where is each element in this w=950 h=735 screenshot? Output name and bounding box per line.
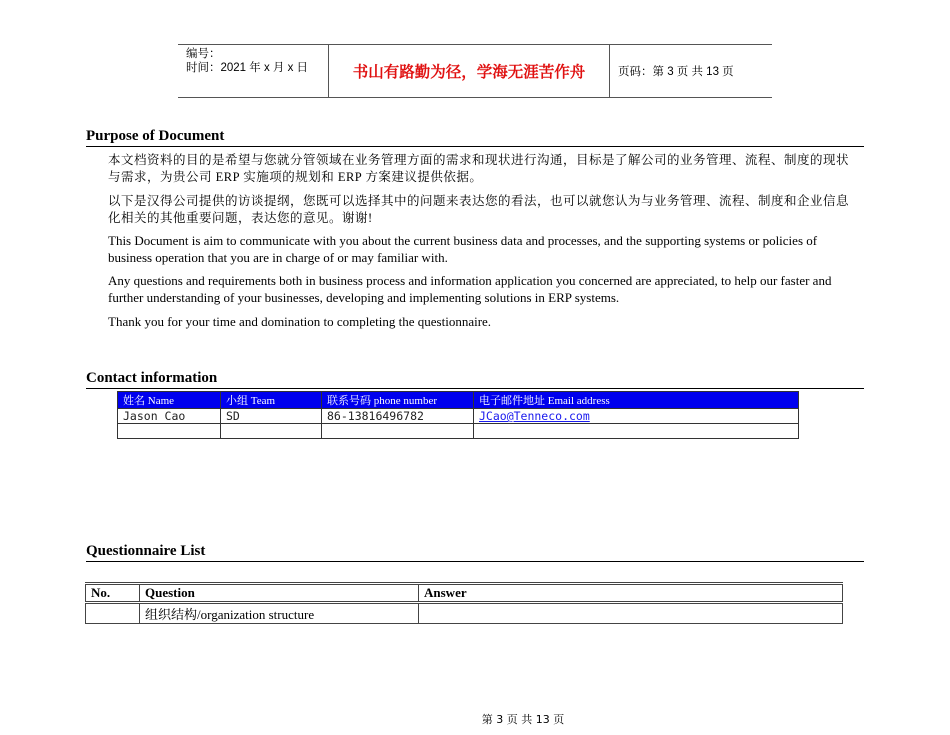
questionnaire-section-title: Questionnaire List xyxy=(86,542,864,562)
question-no-cell xyxy=(86,603,140,624)
questionnaire-header-question: Question xyxy=(140,584,419,603)
document-number-label: 编号： xyxy=(186,48,221,60)
header-meta xyxy=(178,45,329,97)
purpose-paragraph-en-1: This Document is aim to communicate with you about the current business data and processes, and the supporting systems or policies of business operation that you are in charge of or may familiar with. xyxy=(108,233,818,265)
questionnaire-table xyxy=(85,582,843,624)
contact-header-team: 小组 Team xyxy=(221,392,322,409)
header-page-label: 页码：第 3 页 共 13 页 xyxy=(618,66,734,78)
purpose-paragraph-cn-2: 以下是汉得公司提供的访谈提纲，您既可以选择其中的问题来表达您的看法，也可以就您认为与业务管理、流程、制度和企业信息化相关的其他重要问题，表达您的意见。谢谢! xyxy=(108,194,850,225)
purpose-paragraph-en-2: Any questions and requirements both in business process and information application you concerned are appreciated, to help our faster and further understanding of your businesses, developing and implementing solutions in ERP systems. xyxy=(108,273,832,305)
purpose-paragraph-en-3: Thank you for your time and domination to completing the questionnaire. xyxy=(108,314,492,329)
questionnaire-header-row xyxy=(86,584,843,603)
table-row xyxy=(86,603,843,624)
contact-empty-cell xyxy=(474,424,799,439)
contact-header-phone: 联系号码 phone number xyxy=(322,392,474,409)
page-footer: 第 3 页 共 13 页 xyxy=(481,713,565,726)
contact-name-cell: Jason Cao xyxy=(118,409,221,424)
contact-email-link[interactable]: JCao@Tenneco.com xyxy=(479,409,590,423)
contact-table-header-row xyxy=(118,392,799,409)
purpose-section-title: Purpose of Document xyxy=(86,127,864,147)
purpose-paragraph-cn-1: 本文档资料的目的是希望与您就分管领域在业务管理方面的需求和现状进行沟通，目标是了解公司的业务管理、流程、制度的现状与需求，为贵公司 ERP 实施项的规划和 ERP 方案建议提供依据。 xyxy=(108,153,850,184)
contact-header-email: 电子邮件地址 Email address xyxy=(474,392,799,409)
document-date-label: 时间：2021 年 x 月 x 日 xyxy=(186,62,309,74)
page-header xyxy=(178,44,772,98)
question-text-cell: 组织结构/organization structure xyxy=(140,603,419,624)
questionnaire-header-no: No. xyxy=(86,584,140,603)
contact-empty-cell xyxy=(322,424,474,439)
table-row xyxy=(118,424,799,439)
table-row xyxy=(118,409,799,424)
questionnaire-header-answer: Answer xyxy=(419,584,843,603)
contact-team-cell: SD xyxy=(221,409,322,424)
contact-phone-cell: 86-13816496782 xyxy=(322,409,474,424)
answer-cell[interactable] xyxy=(419,603,843,624)
contact-header-name: 姓名 Name xyxy=(118,392,221,409)
contact-empty-cell xyxy=(118,424,221,439)
contact-section-title: Contact information xyxy=(86,369,864,389)
contact-empty-cell xyxy=(221,424,322,439)
header-motto: 书山有路勤为径，学海无涯苦作舟 xyxy=(329,45,610,97)
contact-table xyxy=(117,391,799,439)
contact-email-cell xyxy=(474,409,799,424)
